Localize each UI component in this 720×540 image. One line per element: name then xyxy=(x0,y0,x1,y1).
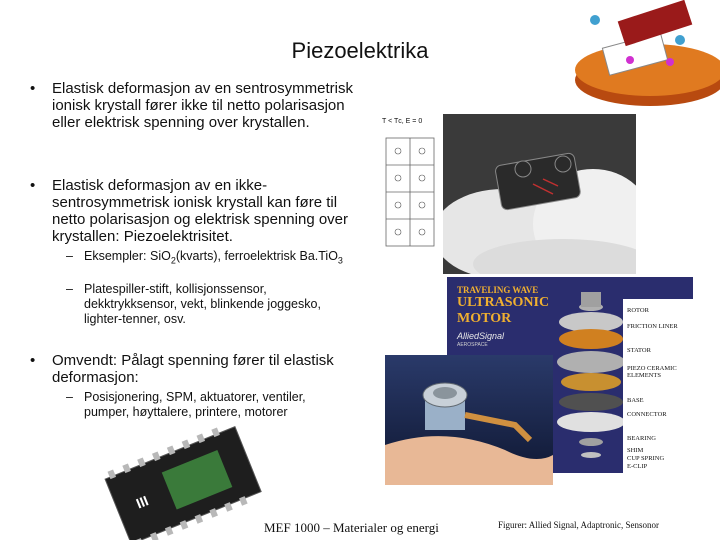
motor-part-label: E-CLIP xyxy=(627,463,648,470)
bullet-marker: • xyxy=(30,352,36,369)
motor-part-label: CUP SPRING xyxy=(627,455,665,462)
sub-bullet-uses: Posisjonering, SPM, aktuatorer, ventiler, pumper, høyttalere, printere, motorer xyxy=(84,390,306,419)
bullet-text: Elastisk deformasjon av en ikke-sentrosymmetrisk ionisk krystall kan føre til netto polarisasjon og elektrisk spenning over krystallen: Piezoelektrisitet. xyxy=(52,177,349,245)
motor-brand: AlliedSignal xyxy=(457,331,505,341)
motor-part-label: BASE xyxy=(627,397,644,404)
bullet-text: Elastisk deformasjon av en sentrosymmetrisk ionisk krystall fører ikke til netto polarisasjon eller elektrisk spenning over krystallen. xyxy=(52,80,353,131)
motor-part-label: BEARING xyxy=(627,435,656,442)
footer-course: MEF 1000 – Materialer og energi xyxy=(264,520,439,535)
svg-text:III: III xyxy=(133,492,151,512)
motor-part-label: PIEZO CERAMIC ELEMENTS xyxy=(627,365,677,379)
actuator-hand-photo xyxy=(443,114,636,274)
sub-bullet-marker: – xyxy=(66,249,73,263)
piezo-platform-photo xyxy=(560,0,720,112)
lattice-label: T < Tᴄ, E = 0 xyxy=(382,118,423,125)
motor-brand-sub: AEROSPACE xyxy=(457,342,488,348)
motor-part-label: ROTOR xyxy=(627,307,649,314)
sensor-chip-photo xyxy=(100,420,270,540)
motor-part-label: FRICTION LINER xyxy=(627,323,678,330)
sub-bullet-marker: – xyxy=(66,390,73,404)
bullet-marker: • xyxy=(30,80,36,97)
sub-bullet-marker: – xyxy=(66,282,73,296)
sub-bullet-applications: Platespiller-stift, kollisjonssensor, dekktrykksensor, vekt, blinkende joggesko, lighter-tenner, osv. xyxy=(84,282,321,326)
slide-title: Piezoelektrika xyxy=(291,38,429,63)
motor-title-line2: ULTRASONIC xyxy=(457,295,550,310)
motor-title-line3: MOTOR xyxy=(457,311,512,326)
bullet-marker: • xyxy=(30,177,36,194)
lattice-diagram xyxy=(380,116,442,252)
motor-title-line1: TRAVELING WAVE xyxy=(457,285,539,295)
sub-bullet-examples: Eksempler: SiO$_2$(kvarts), ferroelektrisk Ba.TiO$_3$ xyxy=(84,249,343,266)
motor-part-label: CONNECTOR xyxy=(627,411,667,418)
fingertip-motor-photo xyxy=(385,355,553,485)
bullet-text: Omvendt: Pålagt spenning fører til elastisk deformasjon: xyxy=(52,352,334,386)
motor-part-label: SHIM xyxy=(627,447,644,454)
footer-credits: Figurer: Allied Signal, Adaptronic, Sensonor xyxy=(498,520,659,530)
motor-part-label: STATOR xyxy=(627,347,651,354)
